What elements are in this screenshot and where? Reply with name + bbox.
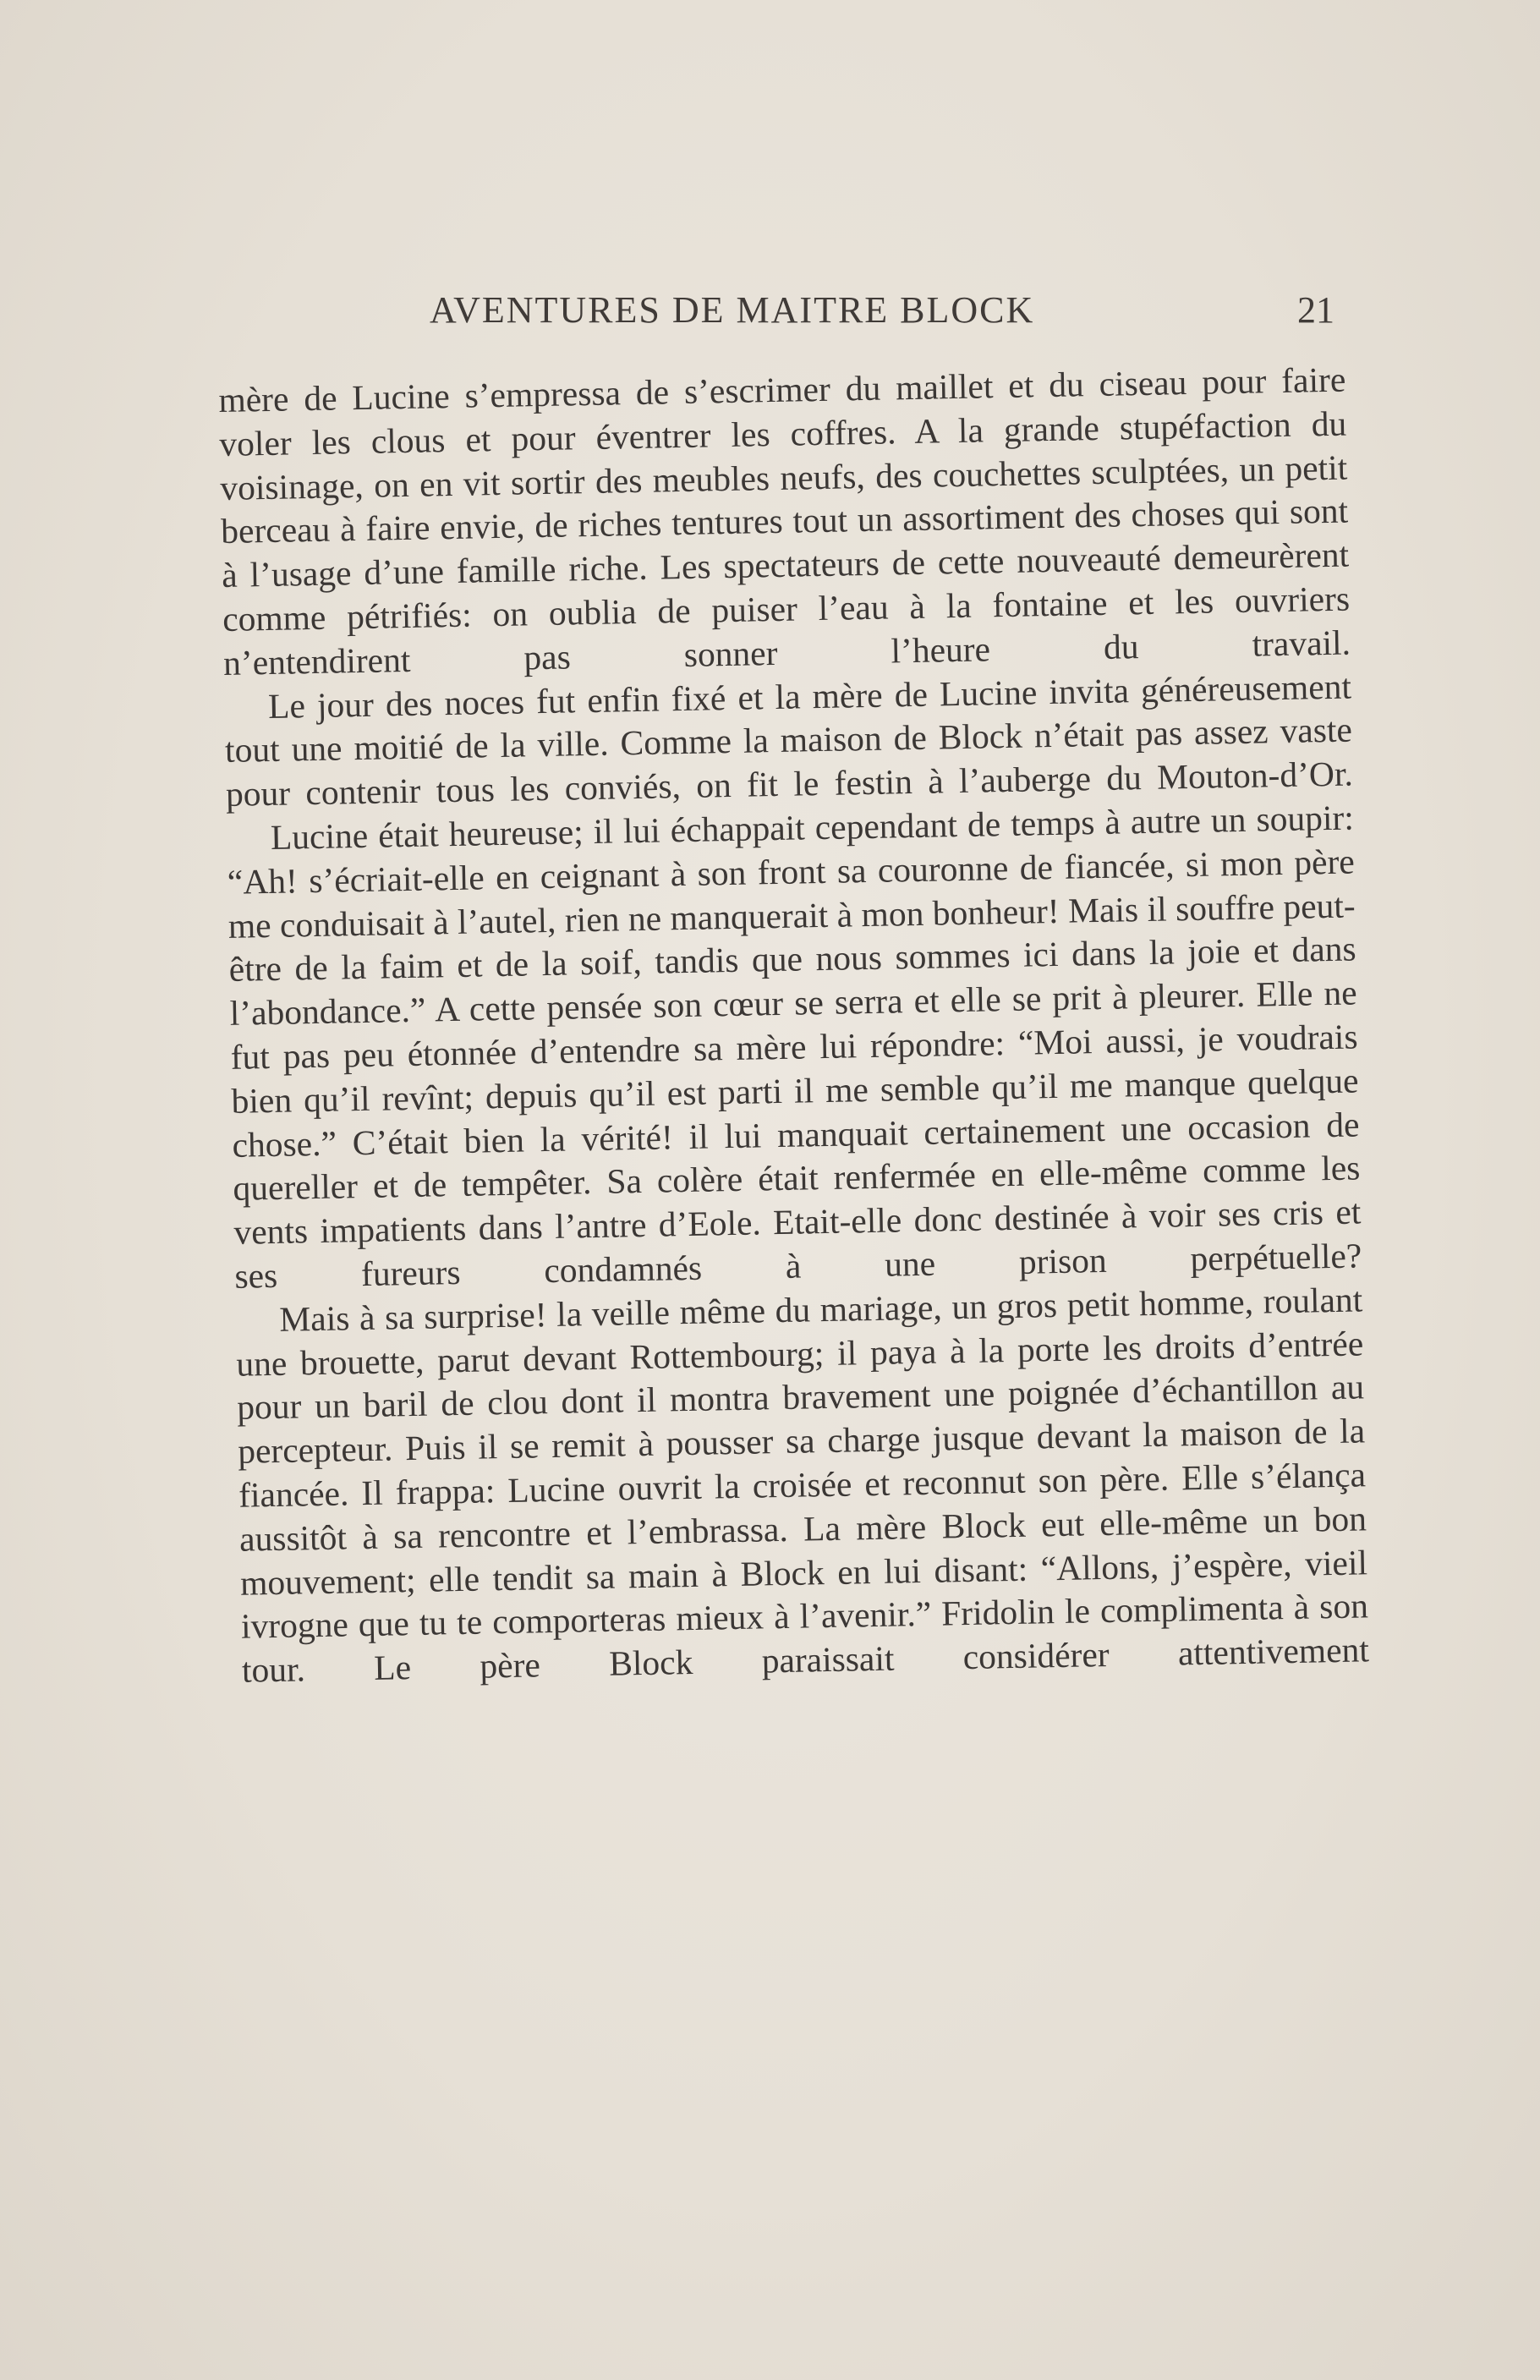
body-text — [218, 359, 1369, 1693]
paragraph-1: mère de Lucine s’empressa de s’escrimer du maillet et du ciseau pour faire voler les clous et pour éventrer les coffres. A la grande stupéfaction du voisinage, on en vit sortir des meubles neufs, des couchettes sculptées, un petit berceau à faire envie, de riches tentures tout un assortiment des choses qui sont à l’usage d’une famille riche. Les spectateurs de cette nouveauté demeurèrent comme pétrifiés: on oublia de puiser l’eau à la fontaine et les ouvriers n’entendirent pas sonner l’heure du travail. — [218, 359, 1351, 683]
paragraph-4: Mais à sa surprise! la veille même du mariage, un gros petit homme, roulant une brouette, parut devant Rottembourg; il paya à la porte les droits d’entrée pour un baril de clou dont il montra bravement une poignée d’échantillon au percepteur. Puis il se remit à pousser sa charge jusque devant la maison de la fiancée. Il frappa: Lucine ouvrit la croisée et reconnut son père. Elle s’élança aussitôt à sa rencontre et l’embrassa. La mère Block eut elle-même un bon mouvement; elle tendit sa main à Block en lui disant: “Allons, j’espère, vieil ivrogne que tu te comporteras mieux à l’avenir.” Fridolin le complimenta à son tour. Le père Block paraissait considérer attentivement — [235, 1280, 1370, 1690]
paragraph-2: Le jour des noces fut enfin fixé et la mère de Lucine invita généreusement tout une moitié de la ville. Comme la maison de Block n’était pas assez vaste pour contenir tous les conviés, on fit le festin à l’auberge du Mouton-d’Or. — [224, 666, 1354, 814]
paragraph-3: Lucine était heureuse; il lui échappait cependant de temps à autre un soupir: “Ah! s’écriait-elle en ceignant à son front sa couronne de fiancée, si mon père me conduisait à l’autel, rien ne manquerait à mon bonheur! Mais il souffre peut-être de la faim et de la soif, tandis que nous sommes ici dans la joie et dans l’abondance.” A cette pensée son cœur se serra et elle se prit à pleurer. Elle ne fut pas peu étonnée d’entendre sa mère lui répondre: “Moi aussi, je voudrais bien qu’il revînt; depuis qu’il est parti il me semble qu’il me manque quelque chose.” C’était bien la vérité! il lui manquait certainement une occasion de quereller et de tempêter. Sa colère était renfermée en elle-même comme les vents impatients dans l’antre d’Eole. Etait-elle donc destinée à voir ses cris et ses fureurs condamnés à une prison perpétuelle? — [227, 798, 1362, 1296]
running-head — [218, 281, 1334, 340]
page-number: 21 — [1297, 289, 1334, 331]
running-title: AVENTURES DE MAITRE BLOCK — [430, 289, 1035, 331]
